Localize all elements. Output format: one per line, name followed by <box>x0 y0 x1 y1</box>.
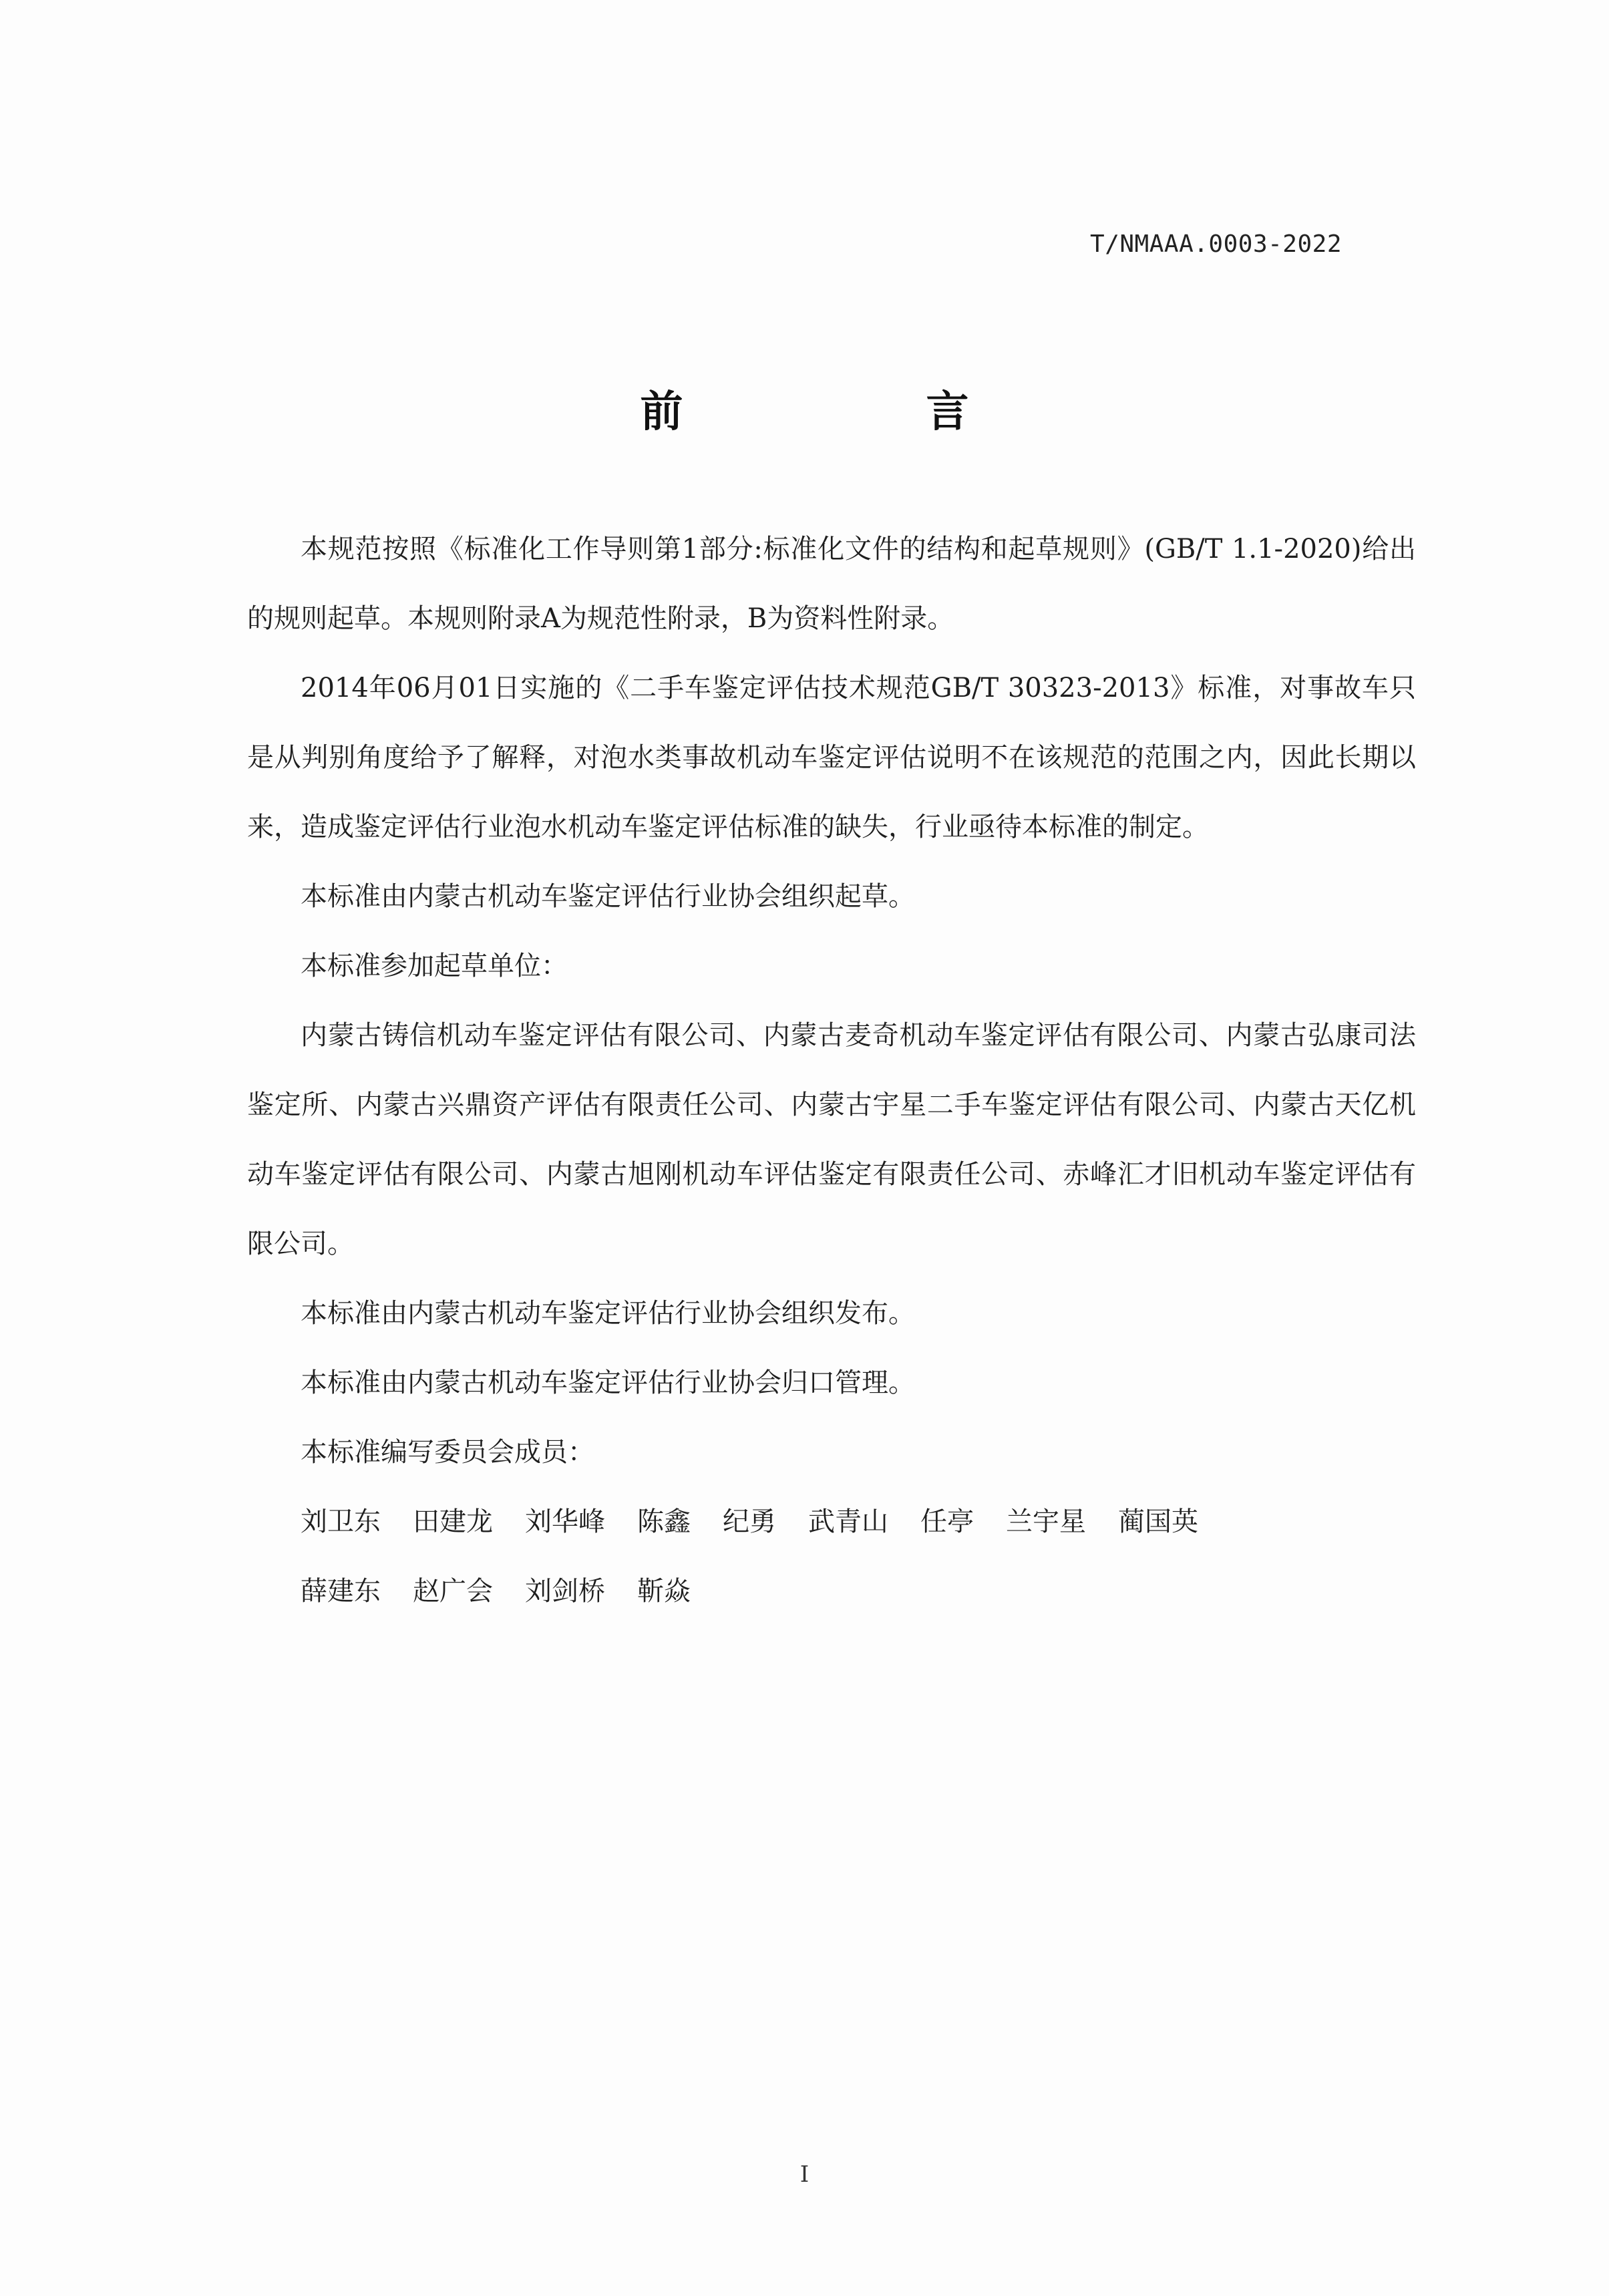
committee-members-row-2 <box>247 1556 1416 1626</box>
document-code: T/NMAAA.0003-2022 <box>1090 230 1342 258</box>
paragraph-participants-heading: 本标准参加起草单位： <box>301 951 568 981</box>
committee-member: 刘华峰 <box>525 1506 605 1537</box>
foreword-body <box>247 514 1416 1626</box>
page-title: 前 言 <box>640 387 1069 437</box>
paragraph-background: 2014年06月01日实施的《二手车鉴定评估技术规范GB/T 30323-2013》标准，对事故车只是从判别角度给予了解释，对泡水类事故机动车鉴定评估说明不在该规范的范围之内，因此长期以来，造成鉴定评估行业泡水机动车鉴定评估标准的缺失，行业亟待本标准的制定。 <box>247 673 1416 842</box>
committee-member: 武青山 <box>808 1506 888 1537</box>
committee-member: 薛建东 <box>301 1576 381 1607</box>
committee-member: 陈鑫 <box>637 1506 691 1537</box>
paragraph-organizer: 本标准由内蒙古机动车鉴定评估行业协会组织起草。 <box>301 881 915 912</box>
committee-member: 纪勇 <box>723 1506 776 1537</box>
committee-member: 靳焱 <box>637 1576 691 1607</box>
committee-member: 刘卫东 <box>301 1506 381 1537</box>
paragraph-participant-units: 内蒙古铸信机动车鉴定评估有限公司、内蒙古麦奇机动车鉴定评估有限公司、内蒙古弘康司法鉴定所、内蒙古兴鼎资产评估有限责任公司、内蒙古宇星二手车鉴定评估有限公司、内蒙古天亿机动车鉴定评估有限公司、内蒙古旭刚机动车评估鉴定有限责任公司、赤峰汇才旧机动车鉴定评估有限公司。 <box>247 1020 1416 1259</box>
committee-member: 田建龙 <box>413 1506 493 1537</box>
page-number: I <box>799 2161 810 2188</box>
committee-member: 蔺国英 <box>1118 1506 1198 1537</box>
paragraph-committee-heading: 本标准编写委员会成员： <box>301 1437 594 1468</box>
committee-member: 刘剑桥 <box>525 1576 605 1607</box>
committee-members-row-1 <box>247 1487 1416 1556</box>
paragraph-publisher: 本标准由内蒙古机动车鉴定评估行业协会组织发布。 <box>301 1298 915 1329</box>
committee-member: 兰宇星 <box>1006 1506 1086 1537</box>
paragraph-management: 本标准由内蒙古机动车鉴定评估行业协会归口管理。 <box>301 1367 915 1398</box>
committee-member: 赵广会 <box>413 1576 493 1607</box>
committee-member: 任亭 <box>920 1506 974 1537</box>
paragraph-drafting-rules: 本规范按照《标准化工作导则第1部分:标准化文件的结构和起草规则》(GB/T 1.1-2020)给出的规则起草。本规则附录A为规范性附录，B为资料性附录。 <box>247 534 1416 634</box>
